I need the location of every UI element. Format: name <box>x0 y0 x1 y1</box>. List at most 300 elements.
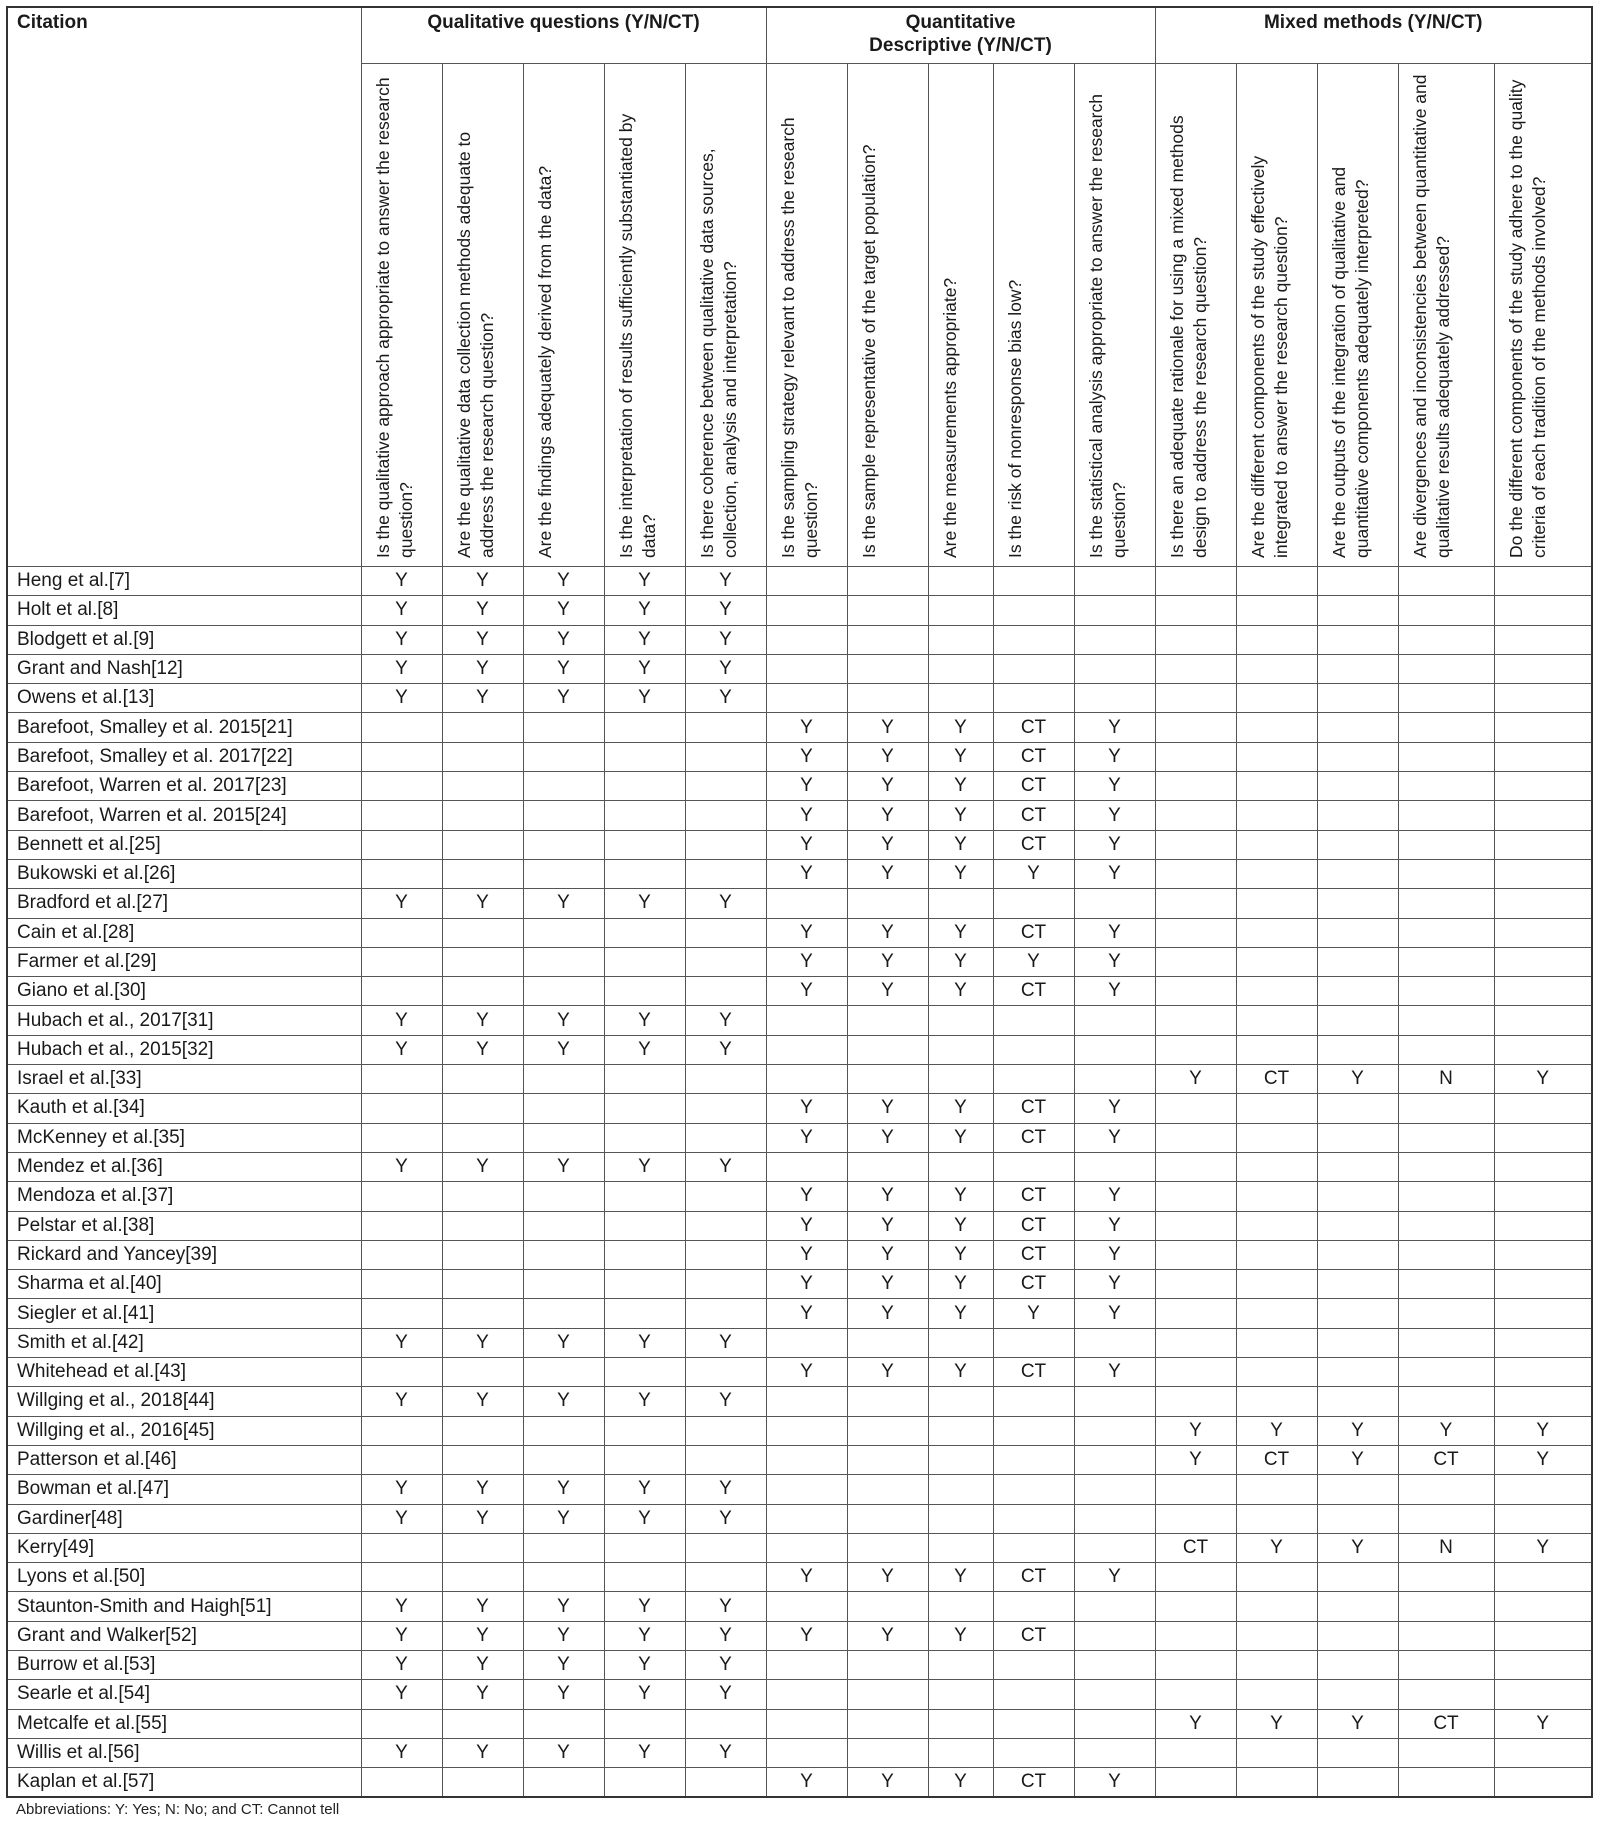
question-header-3 <box>523 64 604 567</box>
rating-cell <box>1155 947 1236 976</box>
rating-cell: Y <box>847 947 928 976</box>
rating-cell <box>1317 889 1398 918</box>
rating-cell <box>1398 1768 1494 1798</box>
question-text: Are the different components of the study effectively integrated to answer the research question? <box>1247 155 1291 558</box>
rating-cell: Y <box>361 1152 442 1181</box>
rating-cell <box>685 1416 766 1445</box>
rating-cell: Y <box>442 1152 523 1181</box>
rating-cell <box>685 1768 766 1798</box>
rating-cell: CT <box>1236 1445 1317 1474</box>
rating-cell: Y <box>1074 713 1155 742</box>
rating-cell <box>847 1152 928 1181</box>
citation-cell: Bowman et al.[47] <box>7 1475 361 1504</box>
rating-cell <box>847 1035 928 1064</box>
rating-cell: Y <box>361 625 442 654</box>
rating-cell <box>523 1211 604 1240</box>
rating-cell <box>993 1709 1074 1738</box>
rating-cell: Y <box>523 1738 604 1767</box>
rating-cell <box>1398 859 1494 888</box>
rating-cell <box>1074 625 1155 654</box>
rating-cell: Y <box>685 1738 766 1767</box>
rating-cell <box>993 1065 1074 1094</box>
rating-cell <box>685 1094 766 1123</box>
rating-cell <box>928 596 993 625</box>
question-text: Is there coherence between qualitative data sources, collection, analysis and interpretation? <box>696 148 740 558</box>
group-header-quantitative <box>766 7 1155 64</box>
citation-cell: Bennett et al.[25] <box>7 830 361 859</box>
question-text: Are divergences and inconsistencies between quantitative and qualitative results adequately addressed? <box>1409 74 1453 558</box>
rating-cell: Y <box>685 596 766 625</box>
rating-cell <box>442 1563 523 1592</box>
rating-cell <box>523 830 604 859</box>
citation-cell: Siegler et al.[41] <box>7 1299 361 1328</box>
rating-cell <box>766 1035 847 1064</box>
rating-cell <box>1317 1006 1398 1035</box>
rating-cell <box>1317 977 1398 1006</box>
rating-cell <box>1398 1006 1494 1035</box>
rating-cell: Y <box>442 567 523 596</box>
rating-cell: Y <box>1074 1358 1155 1387</box>
rating-cell <box>993 1650 1074 1679</box>
rating-cell <box>1236 918 1317 947</box>
rating-cell <box>1155 1211 1236 1240</box>
rating-cell <box>604 1182 685 1211</box>
table-row <box>7 772 1592 801</box>
rating-cell <box>928 654 993 683</box>
rating-cell <box>847 889 928 918</box>
rating-cell <box>847 1709 928 1738</box>
rating-cell <box>1317 596 1398 625</box>
question-text: Is the risk of nonresponse bias low? <box>1004 279 1025 558</box>
rating-cell: Y <box>523 1152 604 1181</box>
rating-cell <box>1155 830 1236 859</box>
table-row <box>7 713 1592 742</box>
rating-cell <box>685 1709 766 1738</box>
rating-cell <box>604 1445 685 1474</box>
rating-cell <box>1074 1738 1155 1767</box>
table-row <box>7 1006 1592 1035</box>
rating-cell <box>442 1094 523 1123</box>
citation-cell: Blodgett et al.[9] <box>7 625 361 654</box>
rating-cell: Y <box>766 742 847 771</box>
citation-cell: Pelstar et al.[38] <box>7 1211 361 1240</box>
rating-cell: Y <box>928 1211 993 1240</box>
rating-cell <box>1074 889 1155 918</box>
rating-cell: Y <box>604 1504 685 1533</box>
rating-cell <box>1317 1094 1398 1123</box>
rating-cell: Y <box>685 1621 766 1650</box>
rating-cell: Y <box>361 1621 442 1650</box>
rating-cell <box>1155 1094 1236 1123</box>
rating-cell <box>1236 1152 1317 1181</box>
question-header-7 <box>847 64 928 567</box>
rating-cell: Y <box>523 1328 604 1357</box>
rating-cell <box>847 1680 928 1709</box>
question-header-15 <box>1494 64 1592 567</box>
citation-cell: Hubach et al., 2017[31] <box>7 1006 361 1035</box>
rating-cell: Y <box>847 1358 928 1387</box>
rating-cell: Y <box>361 1475 442 1504</box>
rating-cell <box>1317 859 1398 888</box>
rating-cell: Y <box>1155 1065 1236 1094</box>
rating-cell: CT <box>1155 1533 1236 1562</box>
rating-cell: Y <box>361 1738 442 1767</box>
rating-cell: Y <box>1074 1094 1155 1123</box>
rating-cell <box>993 1738 1074 1767</box>
rating-cell <box>1494 1182 1592 1211</box>
rating-cell: Y <box>928 1358 993 1387</box>
table-row <box>7 1152 1592 1181</box>
rating-cell: Y <box>442 1738 523 1767</box>
table-row <box>7 1533 1592 1562</box>
rating-cell <box>361 1123 442 1152</box>
table-row <box>7 859 1592 888</box>
question-header-11 <box>1155 64 1236 567</box>
rating-cell: Y <box>1074 801 1155 830</box>
question-text: Is the qualitative approach appropriate to answer the research question? <box>372 77 416 558</box>
rating-cell <box>1155 1358 1236 1387</box>
question-header-box <box>362 66 442 566</box>
rating-cell <box>442 830 523 859</box>
rating-cell <box>993 1504 1074 1533</box>
rating-cell <box>1317 1152 1398 1181</box>
rating-cell: Y <box>766 977 847 1006</box>
rating-cell: CT <box>993 1211 1074 1240</box>
rating-cell: Y <box>361 1387 442 1416</box>
rating-cell: Y <box>523 1680 604 1709</box>
rating-cell <box>928 1680 993 1709</box>
rating-cell: Y <box>1494 1709 1592 1738</box>
rating-cell <box>993 1387 1074 1416</box>
quality-assessment-table <box>6 6 1593 1798</box>
table-row <box>7 654 1592 683</box>
rating-cell <box>685 1563 766 1592</box>
rating-cell: Y <box>928 1240 993 1269</box>
table-row <box>7 1709 1592 1738</box>
rating-cell <box>1236 1328 1317 1357</box>
rating-cell <box>1398 1563 1494 1592</box>
rating-cell <box>1494 859 1592 888</box>
citation-cell: Hubach et al., 2015[32] <box>7 1035 361 1064</box>
rating-cell <box>928 1152 993 1181</box>
rating-cell <box>993 889 1074 918</box>
citation-cell: Owens et al.[13] <box>7 684 361 713</box>
rating-cell: Y <box>442 1621 523 1650</box>
citation-cell: Kerry[49] <box>7 1533 361 1562</box>
rating-cell <box>1494 889 1592 918</box>
rating-cell <box>1236 684 1317 713</box>
citation-cell: Barefoot, Smalley et al. 2017[22] <box>7 742 361 771</box>
rating-cell <box>1398 947 1494 976</box>
rating-cell: CT <box>993 742 1074 771</box>
rating-cell: CT <box>1236 1065 1317 1094</box>
rating-cell: Y <box>1317 1709 1398 1738</box>
rating-cell <box>1155 1650 1236 1679</box>
question-text: Are the findings adequately derived from the data? <box>534 165 555 558</box>
rating-cell: CT <box>1398 1445 1494 1474</box>
rating-cell <box>1155 1680 1236 1709</box>
rating-cell: Y <box>1317 1065 1398 1094</box>
rating-cell <box>361 1358 442 1387</box>
citation-cell: Sharma et al.[40] <box>7 1270 361 1299</box>
rating-cell <box>928 1328 993 1357</box>
rating-cell <box>928 1445 993 1474</box>
rating-cell <box>1494 1358 1592 1387</box>
rating-cell <box>442 859 523 888</box>
rating-cell <box>442 1065 523 1094</box>
rating-cell <box>1155 1387 1236 1416</box>
rating-cell: Y <box>361 684 442 713</box>
rating-cell: Y <box>1074 1211 1155 1240</box>
question-header-box <box>686 66 766 566</box>
rating-cell <box>604 1211 685 1240</box>
citation-cell: Willging et al., 2018[44] <box>7 1387 361 1416</box>
rating-cell <box>1317 684 1398 713</box>
rating-cell <box>685 772 766 801</box>
rating-cell: Y <box>928 801 993 830</box>
rating-cell <box>1317 1475 1398 1504</box>
table-row <box>7 1328 1592 1357</box>
rating-cell: Y <box>685 1152 766 1181</box>
question-header-box <box>994 66 1074 566</box>
rating-cell <box>1398 977 1494 1006</box>
rating-cell <box>1155 1504 1236 1533</box>
citation-cell: Patterson et al.[46] <box>7 1445 361 1474</box>
rating-cell <box>847 567 928 596</box>
rating-cell: Y <box>928 713 993 742</box>
rating-cell <box>685 1240 766 1269</box>
rating-cell <box>685 1182 766 1211</box>
rating-cell: Y <box>1317 1445 1398 1474</box>
rating-cell <box>1398 1680 1494 1709</box>
rating-cell: Y <box>604 1006 685 1035</box>
rating-cell <box>604 1563 685 1592</box>
rating-cell <box>1494 1475 1592 1504</box>
rating-cell <box>442 918 523 947</box>
rating-cell <box>1398 567 1494 596</box>
rating-cell <box>766 1152 847 1181</box>
rating-cell: Y <box>847 1211 928 1240</box>
rating-cell <box>685 713 766 742</box>
rating-cell: Y <box>928 977 993 1006</box>
rating-cell: Y <box>523 889 604 918</box>
citation-cell: McKenney et al.[35] <box>7 1123 361 1152</box>
rating-cell <box>361 801 442 830</box>
rating-cell <box>685 1533 766 1562</box>
rating-cell <box>685 1445 766 1474</box>
rating-cell <box>847 1592 928 1621</box>
rating-cell <box>604 947 685 976</box>
rating-cell <box>1398 1504 1494 1533</box>
rating-cell <box>1155 801 1236 830</box>
citation-cell: Bukowski et al.[26] <box>7 859 361 888</box>
table-row <box>7 1416 1592 1445</box>
rating-cell <box>1317 801 1398 830</box>
rating-cell: Y <box>523 1387 604 1416</box>
rating-cell <box>1155 1592 1236 1621</box>
rating-cell: Y <box>1236 1416 1317 1445</box>
rating-cell <box>442 1358 523 1387</box>
rating-cell <box>847 1065 928 1094</box>
rating-cell <box>1074 1328 1155 1357</box>
rating-cell: Y <box>1317 1416 1398 1445</box>
table-row <box>7 1035 1592 1064</box>
rating-cell: Y <box>604 1152 685 1181</box>
question-header-box <box>767 66 847 566</box>
rating-cell <box>361 1240 442 1269</box>
rating-cell <box>604 1416 685 1445</box>
rating-cell: Y <box>847 1094 928 1123</box>
rating-cell <box>1398 918 1494 947</box>
rating-cell <box>766 1504 847 1533</box>
rating-cell: Y <box>685 1387 766 1416</box>
rating-cell <box>847 1738 928 1767</box>
rating-cell: Y <box>442 1680 523 1709</box>
rating-cell <box>1317 1035 1398 1064</box>
rating-cell <box>1236 596 1317 625</box>
rating-cell <box>442 1299 523 1328</box>
rating-cell <box>442 1533 523 1562</box>
rating-cell <box>1398 1094 1494 1123</box>
citation-cell: Willis et al.[56] <box>7 1738 361 1767</box>
rating-cell <box>604 977 685 1006</box>
citation-cell: Grant and Walker[52] <box>7 1621 361 1650</box>
rating-cell <box>1317 1387 1398 1416</box>
rating-cell: Y <box>1494 1416 1592 1445</box>
rating-cell <box>1398 625 1494 654</box>
rating-cell <box>1236 977 1317 1006</box>
rating-cell: Y <box>1074 830 1155 859</box>
rating-cell <box>1074 567 1155 596</box>
rating-cell: Y <box>766 772 847 801</box>
rating-cell <box>1317 1182 1398 1211</box>
rating-cell <box>361 1445 442 1474</box>
rating-cell <box>685 1065 766 1094</box>
citation-cell: Whitehead et al.[43] <box>7 1358 361 1387</box>
rating-cell: Y <box>361 1328 442 1357</box>
rating-cell <box>1155 596 1236 625</box>
rating-cell <box>847 1504 928 1533</box>
rating-cell <box>523 1563 604 1592</box>
rating-cell: Y <box>442 1035 523 1064</box>
rating-cell: Y <box>766 1299 847 1328</box>
rating-cell <box>766 1709 847 1738</box>
citation-cell: Israel et al.[33] <box>7 1065 361 1094</box>
citation-cell: Kauth et al.[34] <box>7 1094 361 1123</box>
rating-cell: Y <box>685 1592 766 1621</box>
rating-cell <box>685 1299 766 1328</box>
rating-cell <box>993 1592 1074 1621</box>
rating-cell <box>442 1240 523 1269</box>
rating-cell: Y <box>604 1387 685 1416</box>
rating-cell <box>847 1328 928 1357</box>
rating-cell <box>442 1270 523 1299</box>
rating-cell <box>993 625 1074 654</box>
rating-cell <box>993 1006 1074 1035</box>
rating-cell <box>847 1445 928 1474</box>
rating-cell: Y <box>1494 1445 1592 1474</box>
rating-cell: Y <box>361 1006 442 1035</box>
rating-cell: Y <box>766 1768 847 1798</box>
question-header-12 <box>1236 64 1317 567</box>
rating-cell: Y <box>928 947 993 976</box>
rating-cell <box>1398 830 1494 859</box>
rating-cell <box>1236 1270 1317 1299</box>
rating-cell <box>766 1328 847 1357</box>
table-row <box>7 684 1592 713</box>
rating-cell: Y <box>442 889 523 918</box>
rating-cell <box>523 742 604 771</box>
rating-cell <box>1494 684 1592 713</box>
question-header-box <box>524 66 604 566</box>
rating-cell: Y <box>523 1006 604 1035</box>
rating-cell <box>847 625 928 654</box>
rating-cell: Y <box>442 625 523 654</box>
rating-cell: Y <box>928 918 993 947</box>
rating-cell <box>1074 1650 1155 1679</box>
rating-cell <box>1494 1563 1592 1592</box>
rating-cell <box>1236 859 1317 888</box>
rating-cell <box>928 684 993 713</box>
rating-cell <box>993 654 1074 683</box>
rating-cell <box>766 1006 847 1035</box>
rating-cell: CT <box>993 830 1074 859</box>
rating-cell <box>928 1006 993 1035</box>
rating-cell: Y <box>523 1650 604 1679</box>
question-header-box <box>1318 66 1398 566</box>
rating-cell: Y <box>604 596 685 625</box>
rating-cell: Y <box>847 1240 928 1269</box>
rating-cell <box>1074 1504 1155 1533</box>
question-text: Is the sample representative of the target population? <box>858 144 879 558</box>
rating-cell: Y <box>928 859 993 888</box>
table-row <box>7 1680 1592 1709</box>
rating-cell <box>928 1709 993 1738</box>
rating-cell <box>1398 596 1494 625</box>
rating-cell: Y <box>847 713 928 742</box>
table-body <box>7 567 1592 1798</box>
rating-cell <box>1236 801 1317 830</box>
table-row <box>7 1182 1592 1211</box>
table-row <box>7 1768 1592 1798</box>
rating-cell: Y <box>1074 947 1155 976</box>
rating-cell <box>928 1592 993 1621</box>
rating-cell <box>928 1504 993 1533</box>
rating-cell <box>1155 772 1236 801</box>
rating-cell <box>993 1445 1074 1474</box>
rating-cell: Y <box>847 977 928 1006</box>
rating-cell: Y <box>685 625 766 654</box>
rating-cell <box>847 1475 928 1504</box>
rating-cell: Y <box>604 684 685 713</box>
rating-cell <box>993 1328 1074 1357</box>
rating-cell <box>1494 1211 1592 1240</box>
rating-cell <box>1074 684 1155 713</box>
rating-cell: Y <box>1494 1065 1592 1094</box>
rating-cell <box>523 1182 604 1211</box>
rating-cell <box>523 1270 604 1299</box>
rating-cell <box>1236 1387 1317 1416</box>
question-text: Is there an adequate rationale for using a mixed methods design to address the research question? <box>1166 115 1210 558</box>
rating-cell <box>1236 772 1317 801</box>
citation-cell: Staunton-Smith and Haigh[51] <box>7 1592 361 1621</box>
rating-cell <box>361 1299 442 1328</box>
citation-cell: Bradford et al.[27] <box>7 889 361 918</box>
rating-cell: CT <box>993 1182 1074 1211</box>
rating-cell <box>523 1445 604 1474</box>
rating-cell <box>993 596 1074 625</box>
question-header-box <box>443 66 523 566</box>
